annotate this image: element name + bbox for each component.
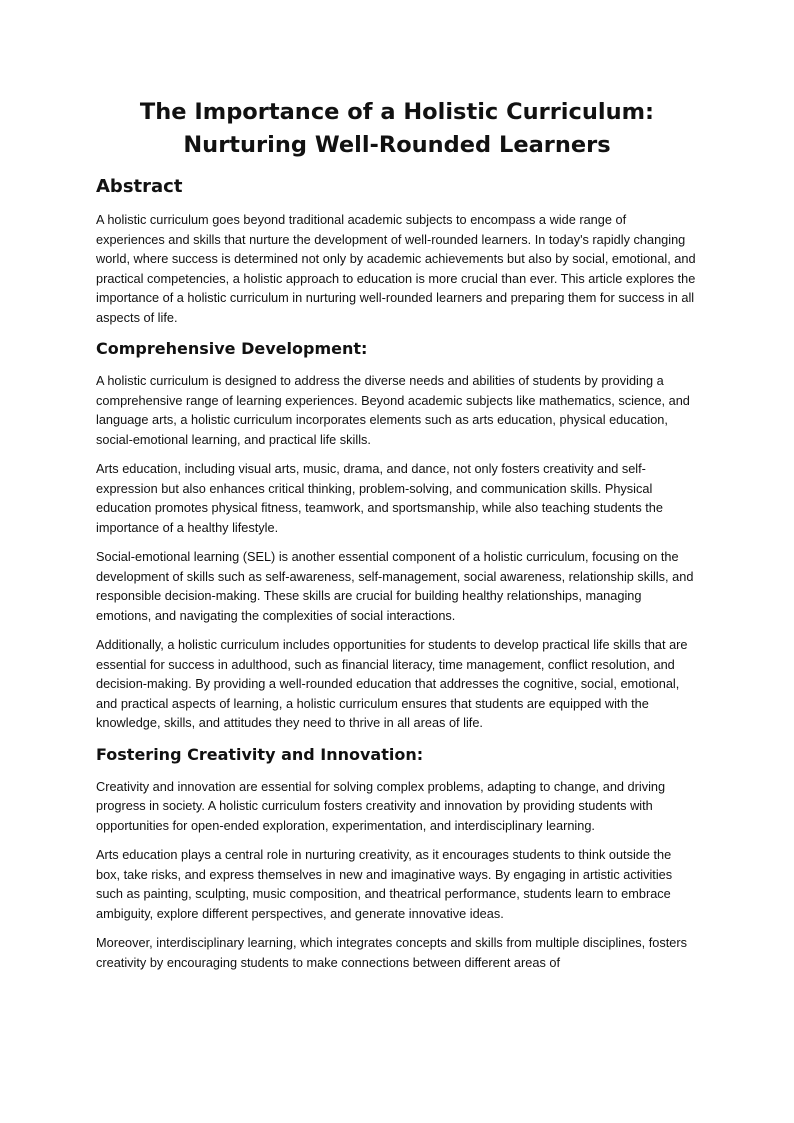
abstract-paragraph: A holistic curriculum goes beyond traditional academic subjects to encompass a wide range of experiences and skills that nurture the development of well-rounded learners. In today's rapidly changing world, where success is determined not only by academic achievements but also by social, emotional, and practical competencies, a holistic approach to education is more crucial than ever. This article explores the importance of a holistic curriculum in nurturing well-rounded learners and preparing them for success in all aspects of life. [96, 212, 696, 325]
body-paragraph: Creativity and innovation are essential for solving complex problems, adapting to change, and driving progress in society. A holistic curriculum fosters creativity and innovation by providing students with opportunities for open-ended exploration, experimentation, and interdisciplinary learning. [96, 778, 666, 833]
fostering-creativity-section [96, 743, 698, 973]
body-paragraph: Additionally, a holistic curriculum includes opportunities for students to develop practical life skills that are essential for success in adulthood, such as financial literacy, time management, conflict resolution, and decision-making. By providing a well-rounded education that addresses the cognitive, social, emotional, and practical aspects of learning, a holistic curriculum ensures that students are equipped with the knowledge, skills, and attitudes they need to thrive in all areas of life. [96, 637, 688, 730]
body-paragraph: A holistic curriculum is designed to address the diverse needs and abilities of students by providing a comprehensive range of learning experiences. Beyond academic subjects like mathematics, science, and language arts, a holistic curriculum incorporates elements such as arts education, physical education, social-emotional learning, and practical life skills. [96, 373, 690, 447]
comprehensive-development-heading: Comprehensive Development: [96, 339, 368, 358]
body-paragraph: Arts education, including visual arts, music, drama, and dance, not only fosters creativity and self-expression but also enhances critical thinking, problem-solving, and communication skills. Physical education promotes physical fitness, teamwork, and sportsmanship, while also teaching students the importance of a healthy lifestyle. [96, 461, 663, 535]
body-paragraph: Social-emotional learning (SEL) is another essential component of a holistic curriculum, focusing on the development of skills such as self-awareness, self-management, social awareness, relationship skills, and responsible decision-making. These skills are crucial for building healthy relationships, managing emotions, and navigating the complexities of social interactions. [96, 549, 694, 623]
abstract-section [96, 174, 698, 327]
comprehensive-development-section [96, 337, 698, 733]
article-title: The Importance of a Holistic Curriculum: Nurturing Well-Rounded Learners [139, 99, 655, 158]
body-paragraph: Moreover, interdisciplinary learning, which integrates concepts and skills from multiple disciplines, fosters creativity by encouraging students to make connections between different areas of [96, 935, 688, 970]
fostering-creativity-heading: Fostering Creativity and Innovation: [96, 744, 424, 764]
abstract-heading: Abstract [96, 176, 183, 197]
body-paragraph: Arts education plays a central role in nurturing creativity, as it encourages students to think outside the box, take risks, and express themselves in new and imaginative ways. By engaging in artistic activities such as painting, sculpting, music composition, and theatrical performance, students learn to embrace ambiguity, explore different perspectives, and generate innovative ideas. [96, 847, 673, 921]
document-page [96, 96, 698, 982]
